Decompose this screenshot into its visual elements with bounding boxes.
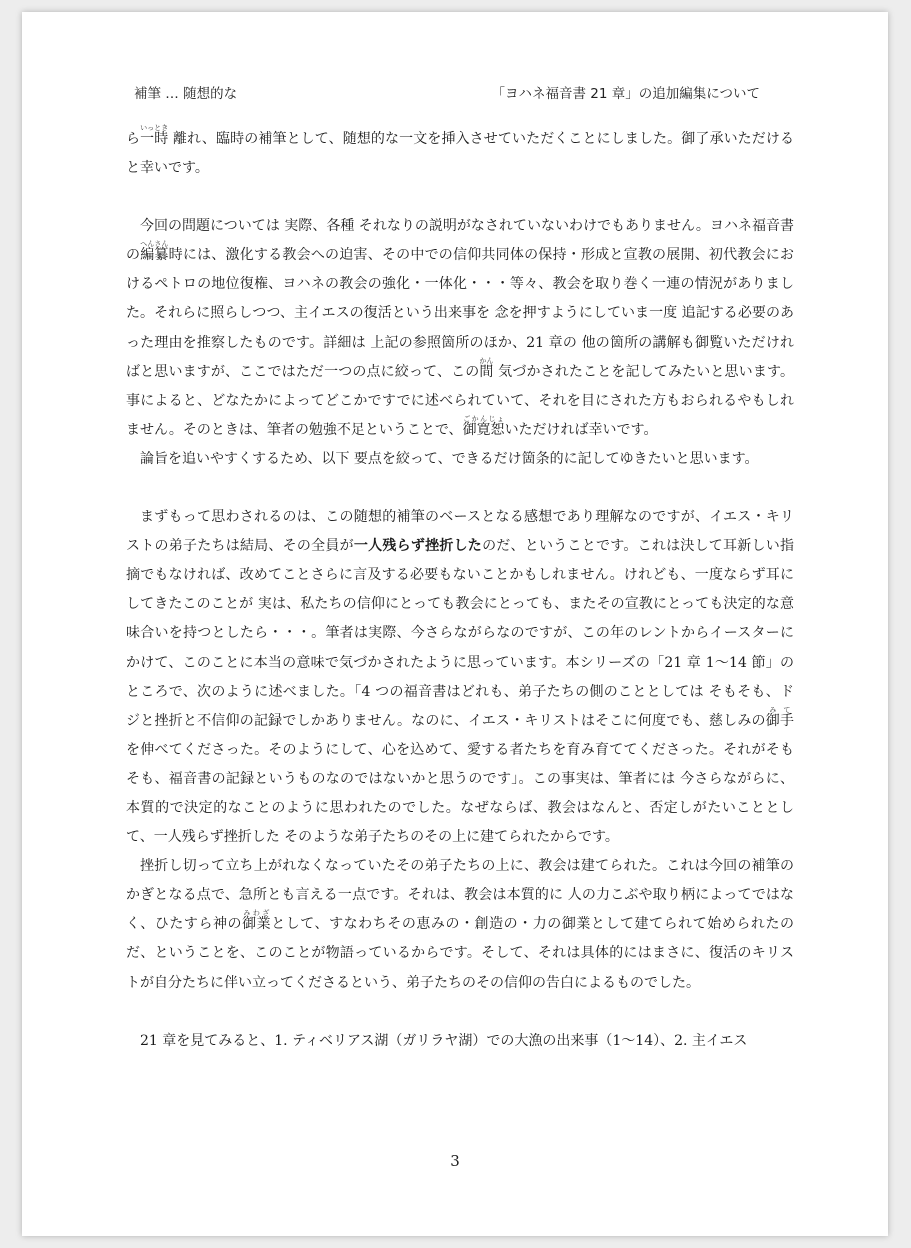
header-left-title: 補筆 … 随想的な [134, 86, 238, 102]
paragraph-6: 21 章を見てみると、1. ティベリアス湖（ガリラヤ湖）での大漁の出来事（1〜14）、2. 主イエス [140, 1032, 748, 1049]
paragraph-gap [126, 183, 794, 212]
paragraph-3: 論旨を追いやすくするため、以下 要点を絞って、できるだけ箇条的に記してゆきたいと思います。 [140, 450, 759, 467]
p1-text-2: 離れ、臨時の補筆として、随想的な一文を挿入させていただくことにしました。御了承いただけると幸いです。 [126, 131, 795, 177]
document-page [22, 12, 888, 1236]
p2-ruby3-base: 御寛恕 [462, 421, 505, 438]
p5-text-2: として、すなわちその恵みの・創造の・力の御業として建てられて始められたのだ、ということを、このことが物語っているからです。そして、それは具体的にはまさに、復活のキリストが自分たちに伴い立ってくださるという、弟子たちのその信仰の告白によるものでした。 [126, 916, 794, 991]
body-text [126, 124, 794, 1056]
running-header [134, 82, 760, 102]
p4-quote-2: を伸べてくださった。そのようにして、心を込めて、愛する者たちを育み育ててくださった。それがそもそも、福音書の記録というものなのではないかと思うのです」 [126, 741, 794, 787]
p2-ruby3-reading: ごかんじょ [462, 414, 505, 423]
paragraph-2 [126, 212, 794, 445]
ruby-gokanjo [462, 414, 505, 438]
ruby-miwaza [242, 909, 272, 933]
paragraph-1 [126, 124, 794, 183]
p2-text-4: いただければ幸いです。 [504, 421, 658, 438]
p4-text-1: まずもって思わされるのは、この随想的補筆のベースとなる感想であり理解なのですが、イエス・キリストの弟子たちは結局、その全員が [126, 509, 794, 555]
p2-ruby1-base: 編纂 [140, 247, 169, 264]
paragraph-4 [126, 503, 794, 852]
p2-text-3: 気づかされたことを記してみたいと思います。事によると、どなたかによってどこかですでに述べられていて、それを目にされた方もおられるやもしれません。そのときは、筆者の勉強不足ということで、 [126, 363, 795, 438]
header-right-title: 「ヨハネ福音書 21 章」の追加編集について [491, 86, 760, 102]
p4-ruby-base: 御手 [765, 712, 794, 729]
ruby-kan [479, 356, 494, 380]
ruby-hensan [140, 240, 169, 264]
p5-ruby-reading: みわざ [242, 909, 271, 918]
p2-ruby2-reading: かん [479, 356, 494, 365]
ruby-mite [765, 705, 794, 729]
p4-text-3: 。この事実は、筆者には 今さらながらに、本質的で決定的なことのように思われたのでした。なぜならば、教会はなんと、否定しがたいこととして、一人残らず挫折した そのような弟子たちのその上に建てられたからです。 [126, 770, 795, 846]
page-number: 3 [450, 1152, 460, 1170]
p1-ruby-base: 一時 [140, 131, 169, 147]
ruby-ittoki [140, 124, 169, 147]
p4-ruby-reading: みて [765, 705, 794, 714]
p1-ruby-reading: いっとき [140, 124, 169, 132]
paragraph-gap [126, 998, 794, 1027]
p2-text-2: 時には、激化する教会への迫害、その中での信仰共同体の保持・形成と宣教の展開、初代教会におけるペトロの地位復権、ヨハネの教会の強化・一体化・・・等々、教会を取り巻く一連の情況がありました。それらに照らしつつ、主イエスの復活という出来事を 念を押すようにしていま一度 追記する必要のあった理由を推察したものです。詳細は 上記の参照箇所のほか、21 章の 他の箇所の講解も御覧いただければと思いますが、ここではただ一つの点に絞って、この [126, 247, 795, 380]
p2-ruby1-reading: へんさん [140, 240, 169, 249]
p4-quote-1: 「4 つの福音書はどれも、弟子たちの側のこととしては そもそも、ドジと挫折と不信仰の記録でしかありません。なのに、イエス・キリストはそこに何度でも、慈しみの [126, 683, 794, 729]
p2-text-1: 今回の問題については 実際、各種 それなりの説明がなされていないわけでもありません。ヨハネ福音書の [126, 218, 794, 264]
p4-emphasis: 一人残らず挫折した [353, 538, 483, 555]
p4-text-2: のだ、ということです。これは決して耳新しい指摘でもなければ、改めてことさらに言及する必要もないことかもしれません。けれども、一度ならず耳にしてきたこのことが 実は、私たちの信仰にとっても教会にとっても、またその宣教にとっても決定的な意味合いを持つとしたら・・・。筆者は実際、今さらながらなのですが、この年のレントからイースターにかけて、このことに本当の意味で気づかされたように思っています。本シリーズの「21 章 1〜14 節」のところで、次のように述べました。 [126, 538, 795, 700]
p5-ruby-base: 御業 [242, 916, 272, 933]
p1-text-1: ら [126, 131, 141, 147]
paragraph-gap [126, 474, 794, 503]
p5-text-1: 挫折し切って立ち上がれなくなっていたその弟子たちの上に、教会は建てられた。これは今回の補筆のかぎとなる点で、急所とも言える一点です。それは、教会は本質的に 人の力こぶや取り柄によってではなく、ひたすら神の [126, 858, 794, 933]
paragraph-5 [126, 852, 794, 997]
p2-ruby2-base: 間 [479, 363, 494, 380]
